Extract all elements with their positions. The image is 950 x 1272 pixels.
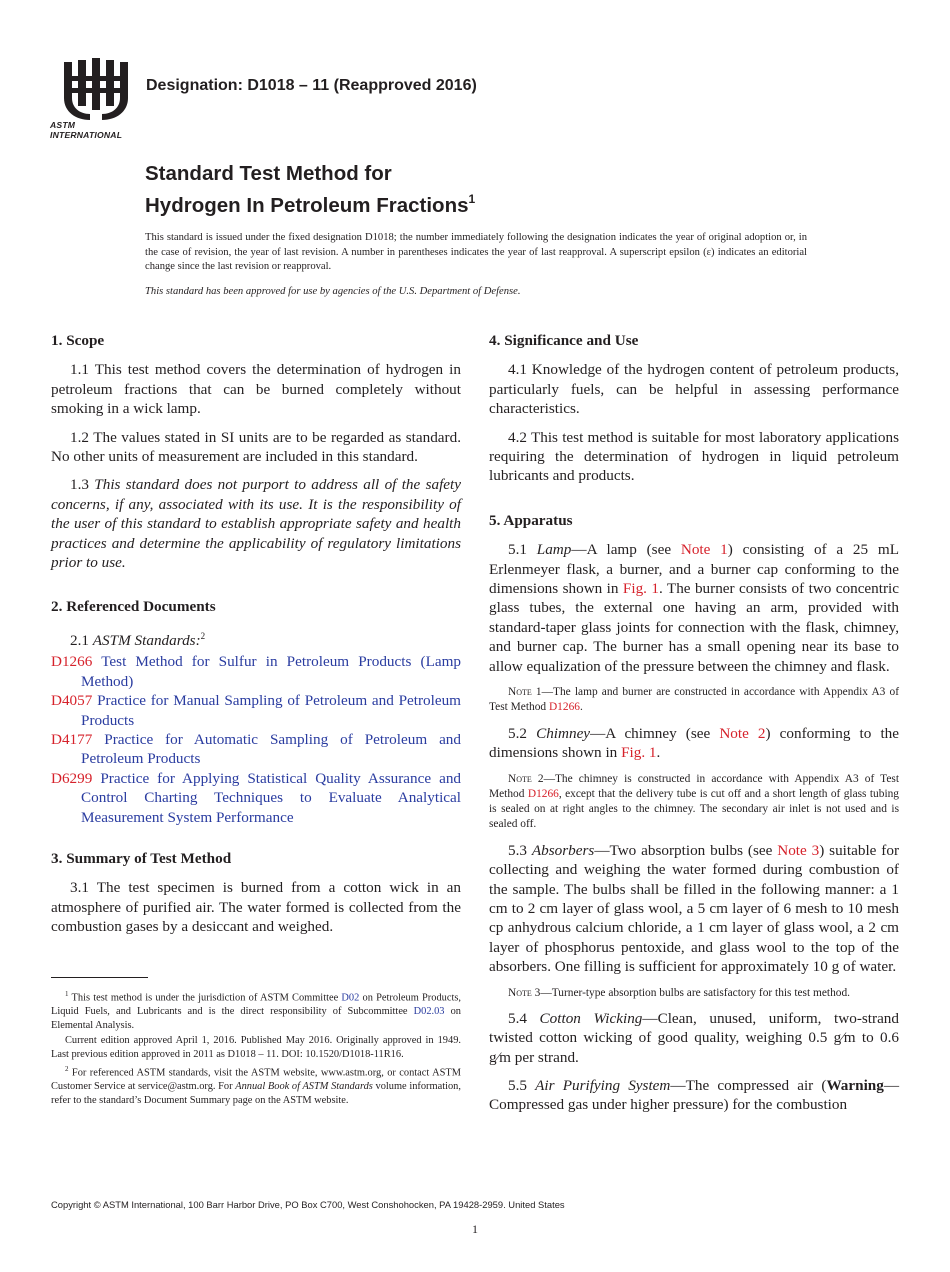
note-1-label: Note 1 [508,686,542,699]
fig-1-link[interactable]: Fig. 1 [622,580,659,598]
page-number: 1 [472,1222,478,1236]
p51-a: —A lamp (see [571,541,681,559]
p52-num: 5.2 [508,724,527,742]
footnote-1-mark: 1 [65,990,69,998]
reference-item[interactable] [51,652,461,691]
paragraph-2-1-num: 2.1 [70,631,89,649]
reference-item[interactable] [51,730,461,769]
p55-warning: Warning [826,1077,884,1095]
note-2-d1266-link[interactable]: D1266 [527,787,559,800]
reference-title-link[interactable]: Test Method for Sulfur in Petroleum Products (Lamp Method) [81,653,461,690]
paragraph-5-3 [489,841,899,977]
note-2-label: Note 2 [508,772,544,785]
paragraph-5-4 [489,1009,899,1067]
note-2-a: —The chimney is constructed in accordance with Appendix A3 of Test Method [489,772,899,800]
footnote-1 [51,988,461,1033]
paragraph-4-1: 4.1 Knowledge of the hydrogen content of petroleum products, particularly fuels, can be helpful in assessing performance characteristics. [489,361,899,418]
footnote-1-a: This test method is under the jurisdiction of ASTM Committee [71,992,342,1004]
p53-b: ) suitable for collecting and weighing the water formed during combustion of the sample. The bulbs shall be filled in the following manner: a 1 cm to 2 cm layer of glass wool, a 5 cm layer of 6 mesh to 10 mesh cp anhydrous calcium chloride, a 1 cm layer of glass wool, a 2 cm layer of phosphorus pentoxide, and glass wool to the top of the absorbers. One filling is sufficient for approximately 10 g of water. [489,841,899,976]
footnote-1-c: on Elemental Analysis. [51,1006,461,1032]
designation: Designation: D1018 – 11 (Reapproved 2016) [146,77,477,94]
p53-term: Absorbers [531,841,595,859]
astm-standards-label: ASTM Standards: [92,631,201,649]
title-footnote-mark: 1 [468,192,476,206]
note-1-d1266-link[interactable]: D1266 [548,701,580,714]
paragraph-1-2: 1.2 The values stated in SI units are to be regarded as standard. No other units of measurement are included in this standard. [51,428,461,466]
p51-c: . The burner consists of two concentric glass tubes, the external one having an arm, provided with standard-taper glass joints for connection with the flask, chimney, and burner cap. The burner has a small opening near its base to allow equalization of the pressure between the chimney and flask. [489,580,900,675]
reference-title-link[interactable]: Practice for Applying Statistical Quality Assurance and Control Charting Techniques to Evaluate Analytical Measurement System Performance [81,769,462,826]
reference-title-link[interactable]: Practice for Manual Sampling of Petroleum and Petroleum Products [81,692,461,729]
reference-code-link[interactable]: D6299 [51,769,93,787]
paragraph-5-1 [489,540,899,676]
p55-a: —The compressed air ( [670,1077,827,1095]
p53-a: —Two absorption bulbs (see [594,841,778,859]
footnote-divider [51,977,148,978]
title-line-1: Standard Test Method for [145,162,392,185]
footnotes [51,988,461,1109]
paragraph-1-3-text: This standard does not purport to address all of the safety concerns, if any, associated with its use. It is the responsibility of the user of this standard to establish appropriate safety and health practices and determine the applicability of regulatory limitations prior to use. [51,476,461,572]
footnote-2-b: volume information, refer to the standard’s Document Summary page on the ASTM website. [51,1081,461,1107]
p52-c: . [656,744,661,762]
p55-term: Air Purifying System [535,1077,671,1095]
reference-list [51,652,461,827]
copyright: Copyright © ASTM International, 100 Barr Harbor Drive, PO Box C700, West Conshohocken, PA 19428-2959. United States [51,1199,565,1210]
title-line-2 [145,187,845,219]
paragraph-1-3-num: 1.3 [70,476,89,494]
footnote-2 [51,1063,461,1108]
dod-approval: This standard has been approved for use by agencies of the U.S. Department of Defense. [145,286,521,297]
p52-b: ) conforming to the dimensions shown in [489,724,899,762]
note-1 [489,685,899,716]
section-heading-apparatus: 5. Apparatus [489,511,573,529]
p52-a: —A chimney (see [590,724,720,742]
p51-b: ) consisting of a 25 mL Erlenmeyer flask, a burner, and a burner cap conforming to the dimensions shown in [489,541,899,598]
note-3 [489,986,899,1001]
paragraph-2-1 [51,627,461,650]
paragraph-3-1: 3.1 The test specimen is burned from a cotton wick in an atmosphere of purified air. The water formed is collected from the combustion gases by a desiccant and weighed. [51,879,461,936]
section-heading-summary: 3. Summary of Test Method [51,850,232,867]
footnote-2-italic: Annual Book of ASTM Standards [235,1081,373,1093]
p51-term: Lamp [536,541,572,559]
paragraph-5-5 [489,1076,899,1115]
note-2-b: , except that the delivery tube is cut off and a short length of glass tubing is sealed on at right angles to the chimney. The secondary air inlet is not used and is sealed off. [489,787,899,831]
logo-caption: ASTM INTERNATIONAL [50,120,123,140]
reference-title-link[interactable]: Practice for Automatic Sampling of Petroleum and Petroleum Products [81,730,461,768]
p51-num: 5.1 [508,541,527,559]
right-column [489,327,899,1124]
p55-num: 5.5 [508,1077,527,1095]
reference-code-link[interactable]: D4177 [51,730,93,748]
title-line-2-text: Hydrogen In Petroleum Fractions [145,193,469,217]
p54-text: —Clean, unused, uniform, two-strand twisted cotton wicking of good quality, weighing 0.5 g⁄m to 0.6 g⁄m per strand. [489,1009,899,1066]
note-1-a: —The lamp and burner are constructed in accordance with Appendix A3 of Test Method [489,686,899,714]
page-title [145,160,845,219]
paragraph-5-2 [489,724,899,763]
note-1-link[interactable]: Note 1 [680,541,728,559]
note-3-text: —Turner-type absorption bulbs are satisfactory for this test method. [540,986,851,999]
reference-code-link[interactable]: D4057 [51,692,93,710]
issued-notice: This standard is issued under the fixed designation D1018; the number immediately following the designation indicates the year of original adoption or, in the case of revision, the year of last revision. A number in parentheses indicates the year of last reapproval. A superscript epsilon (ε) indicates an editorial change since the last revision or reapproval. [145,232,807,273]
note-2 [489,772,899,833]
fig-1-link[interactable]: Fig. 1 [621,744,657,762]
footnote-1-edition: Current edition approved April 1, 2016. Published May 2016. Originally approved in 1949. Last previous edition approved in 2011 as D1018 – 11. DOI: 10.1520/D1018-11R16. [51,1035,461,1061]
p54-num: 5.4 [508,1009,527,1027]
paragraph-4-2: 4.2 This test method is suitable for most laboratory applications requiring the determination of hydrogen in liquid petroleum lubricants and products. [489,428,899,485]
section-heading-significance: 4. Significance and Use [489,332,639,349]
note-1-b: . [579,701,583,714]
note-2-link[interactable]: Note 2 [719,724,766,742]
p52-term: Chimney [536,724,591,742]
reference-item[interactable] [51,769,461,827]
p53-num: 5.3 [508,841,527,859]
committee-d02-link[interactable]: D02 [341,992,360,1004]
section-heading-referenced-documents: 2. Referenced Documents [51,598,216,616]
subcommittee-d0203-link[interactable]: D02.03 [413,1006,445,1018]
note-3-link[interactable]: Note 3 [777,841,820,859]
note-3-label: Note 3 [508,986,541,999]
footnote-2-a: For referenced ASTM standards, visit the ASTM website, www.astm.org, or contact ASTM Customer Service at service@astm.org. For [51,1067,461,1093]
reference-item[interactable] [51,691,461,730]
left-column [51,327,461,946]
footnote-1-b: on Petroleum Products, Liquid Fuels, and Lubricants and is the direct responsibility of Subcommittee [51,992,461,1018]
paragraph-1-3 [51,475,461,572]
footnote-mark-2: 2 [200,630,206,641]
p54-term: Cotton Wicking [539,1009,643,1027]
p55-b: —Compressed gas under higher pressure) for the combustion [489,1077,900,1114]
footnote-2-mark: 2 [65,1065,69,1073]
reference-code-link[interactable]: D1266 [51,653,93,671]
paragraph-1-1: 1.1 This test method covers the determination of hydrogen in petroleum fractions that can be burned completely without smoking in a wick lamp. [51,361,461,418]
section-heading-scope: 1. Scope [51,332,105,349]
